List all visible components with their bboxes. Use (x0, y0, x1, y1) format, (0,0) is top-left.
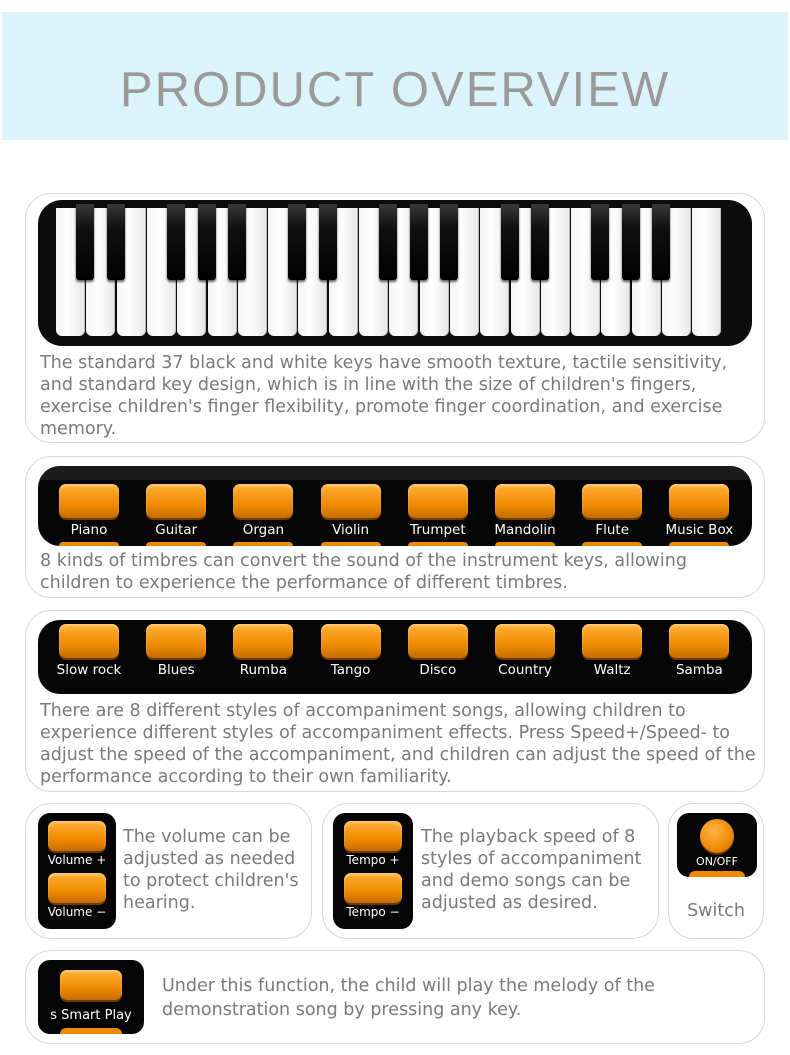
instrument-key[interactable] (495, 624, 555, 658)
black-key[interactable] (501, 204, 519, 280)
page-title: PRODUCT OVERVIEW (119, 63, 671, 117)
button-label: Music Box (665, 522, 734, 538)
volume-panel (38, 813, 116, 929)
black-key[interactable] (652, 204, 670, 280)
button-label: Samba (675, 662, 723, 678)
black-key[interactable] (167, 204, 185, 280)
style-button-panel (38, 620, 752, 694)
black-key[interactable] (622, 204, 640, 280)
instrument-key[interactable] (582, 484, 642, 518)
volume-down-label: Volume − (47, 905, 107, 919)
black-key[interactable] (410, 204, 428, 280)
black-key[interactable] (319, 204, 337, 280)
volume-up-label: Volume + (47, 853, 107, 867)
timbre-button-panel (38, 466, 752, 546)
button-label: Blues (157, 662, 195, 678)
black-key[interactable] (531, 204, 549, 280)
header-banner (2, 12, 788, 140)
instrument-key[interactable] (669, 484, 729, 518)
instrument-key[interactable] (233, 484, 293, 518)
tempo-panel (333, 813, 413, 929)
tempo-up-key[interactable] (344, 821, 402, 851)
tempo-up-label: Tempo + (346, 853, 400, 867)
smart-play-description: Under this function, the child will play the melody of the demonstration song by pressing any key. (162, 976, 655, 1020)
black-key[interactable] (107, 204, 125, 280)
button-label: Flute (595, 522, 630, 538)
instrument-key[interactable] (321, 624, 381, 658)
power-knob-edge (689, 871, 745, 877)
power-label: ON/OFF (696, 855, 738, 868)
next-row-key-edge (669, 542, 729, 546)
switch-label: Switch (687, 901, 745, 921)
button-label: Violin (332, 522, 370, 538)
black-key[interactable] (440, 204, 458, 280)
instrument-key[interactable] (321, 484, 381, 518)
timbres-description: 8 kinds of timbres can convert the sound of the instrument keys, allowing children to experience the performance of different timbres. (40, 551, 687, 593)
instrument-key[interactable] (669, 624, 729, 658)
next-row-key-edge (582, 542, 642, 546)
keys-description: The standard 37 black and white keys have smooth texture, tactile sensitivity, and standard key design, which is in line with the size of children's fingers, exercise children's finger flexibility, promote finger coordination, and exercise memory. (40, 353, 728, 439)
next-row-key-edge (233, 542, 293, 546)
next-row-key-edge (495, 542, 555, 546)
black-key[interactable] (228, 204, 246, 280)
white-key[interactable] (692, 208, 721, 336)
button-label: Tango (330, 662, 371, 678)
button-label: Mandolin (494, 522, 556, 538)
tempo-description: The playback speed of 8 styles of accompaniment and demo songs can be adjusted as desired. (421, 827, 642, 913)
instrument-key[interactable] (146, 624, 206, 658)
instrument-key[interactable] (59, 624, 119, 658)
instrument-key[interactable] (582, 624, 642, 658)
button-label: Rumba (239, 662, 288, 678)
styles-description: There are 8 different styles of accompaniment songs, allowing children to experience different styles of accompaniment effects. Press Speed+/Speed- to adjust the speed of the accompaniment, and children can adjust the speed of the performance according to their own familiarity. (40, 701, 756, 787)
instrument-key[interactable] (233, 624, 293, 658)
button-label: Disco (419, 662, 457, 678)
button-label: Organ (242, 522, 285, 538)
next-row-key-edge (146, 542, 206, 546)
instrument-key[interactable] (146, 484, 206, 518)
smart-play-panel (38, 960, 144, 1034)
volume-description: The volume can be adjusted as needed to protect children's hearing. (123, 827, 299, 913)
switch-panel (677, 813, 757, 877)
black-key[interactable] (198, 204, 216, 280)
black-key[interactable] (288, 204, 306, 280)
volume-up-key[interactable] (48, 821, 106, 851)
black-key[interactable] (591, 204, 609, 280)
button-label: Country (498, 662, 552, 678)
volume-down-key[interactable] (48, 873, 106, 903)
next-row-key-edge (59, 542, 119, 546)
instrument-key[interactable] (408, 624, 468, 658)
instrument-key[interactable] (495, 484, 555, 518)
button-label: Waltz (593, 662, 631, 678)
tempo-down-label: Tempo − (346, 905, 400, 919)
power-knob[interactable] (700, 819, 734, 853)
button-label: Piano (70, 522, 108, 538)
tempo-down-key[interactable] (344, 873, 402, 903)
next-row-key-edge (408, 542, 468, 546)
button-label: Trumpet (409, 522, 466, 538)
button-label: Guitar (155, 522, 198, 538)
smart-play-key-edge (60, 1028, 122, 1034)
black-key[interactable] (379, 204, 397, 280)
instrument-key[interactable] (408, 484, 468, 518)
instrument-key[interactable] (59, 484, 119, 518)
panel-edge (38, 466, 752, 480)
smart-play-label: s Smart Play (50, 1008, 132, 1023)
keyboard-image (38, 200, 752, 346)
next-row-key-edge (321, 542, 381, 546)
button-label: Slow rock (56, 662, 122, 678)
black-key[interactable] (76, 204, 94, 280)
smart-play-key[interactable] (60, 970, 122, 1000)
